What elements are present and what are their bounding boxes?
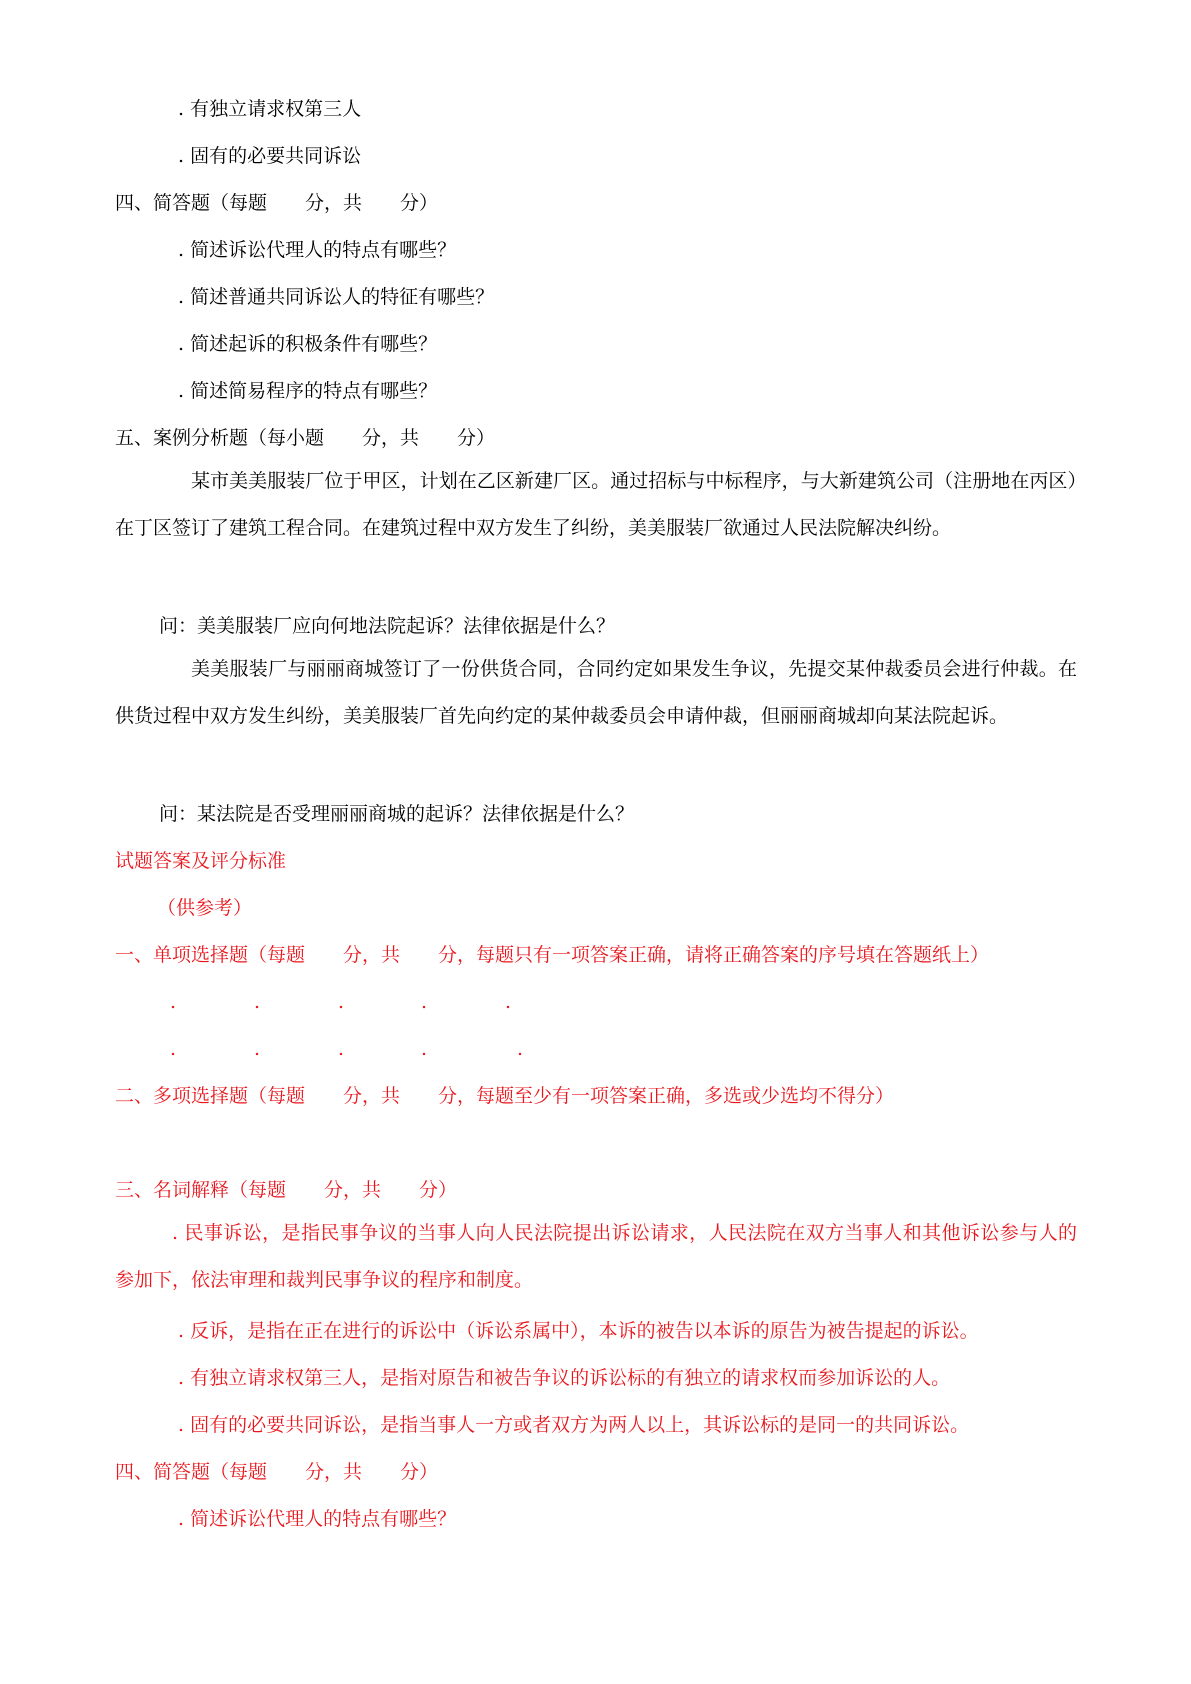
answer-dot: . <box>338 1038 345 1060</box>
list-item: . 简述起诉的积极条件有哪些？ <box>178 333 438 355</box>
answer-dot: . <box>254 1038 261 1060</box>
list-item: . 固有的必要共同诉讼 <box>178 145 362 167</box>
section-heading: 二、多项选择题（每题 分，共 分，每题至少有一项答案正确，多选或少选均不得分） <box>115 1085 895 1107</box>
answer-dot: . <box>254 991 261 1013</box>
section-heading: 四、简答题（每题 分，共 分） <box>115 192 439 214</box>
definition-item: . 固有的必要共同诉讼，是指当事人一方或者双方为两人以上，其诉讼标的是同一的共同诉讼。 <box>178 1414 970 1436</box>
definition-item: . 反诉，是指在正在进行的诉讼中（诉讼系属中），本诉的被告以本诉的原告为被告提起的诉讼。 <box>178 1320 979 1342</box>
list-item: . 简述诉讼代理人的特点有哪些？ <box>178 239 457 261</box>
case-paragraph: 美美服装厂与丽丽商城签订了一份供货合同，合同约定如果发生争议，先提交某仲裁委员会进行仲裁。在供货过程中双方发生纠纷，美美服装厂首先向约定的某仲裁委员会申请仲裁，但丽丽商城却向某法院起诉。 <box>115 658 1077 727</box>
answer-dot: . <box>170 991 177 1013</box>
answer-row <box>115 1036 615 1062</box>
answer-dot: . <box>517 1038 524 1060</box>
list-item: . 简述普通共同诉讼人的特征有哪些？ <box>178 286 495 308</box>
list-item: . 有独立请求权第三人 <box>178 98 362 120</box>
answer-dot: . <box>338 991 345 1013</box>
section-heading: 三、名词解释（每题 分，共 分） <box>115 1179 458 1201</box>
definition-item: . 有独立请求权第三人，是指对原告和被告争议的诉讼标的有独立的请求权而参加诉讼的人。 <box>178 1367 951 1389</box>
case-paragraph: 某市美美服装厂位于甲区，计划在乙区新建厂区。通过招标与中标程序，与大新建筑公司（注册地在丙区）在丁区签订了建筑工程合同。在建筑过程中双方发生了纠纷，美美服装厂欲通过人民法院解决纠纷。 <box>115 470 1077 539</box>
answer-dot: . <box>421 1038 428 1060</box>
answer-dot: . <box>170 1038 177 1060</box>
section-heading: 四、简答题（每题 分，共 分） <box>115 1461 439 1483</box>
answers-subtitle: （供参考） <box>157 897 253 919</box>
list-item: . 简述简易程序的特点有哪些？ <box>178 380 438 402</box>
answer-dot: . <box>421 991 428 1013</box>
section-heading: 五、案例分析题（每小题 分，共 分） <box>115 427 496 449</box>
answer-dot: . <box>505 991 512 1013</box>
section-heading: 一、单项选择题（每题 分，共 分，每题只有一项答案正确，请将正确答案的序号填在答题纸上） <box>115 944 990 966</box>
case-question: 问：美美服装厂应向何地法院起诉？法律依据是什么？ <box>159 615 616 637</box>
definition-paragraph: . 民事诉讼，是指民事争议的当事人向人民法院提出诉讼请求，人民法院在双方当事人和其他诉讼参与人的参加下，依法审理和裁判民事争议的程序和制度。 <box>115 1222 1077 1291</box>
case-question: 问：某法院是否受理丽丽商城的起诉？法律依据是什么？ <box>159 803 635 825</box>
list-item: . 简述诉讼代理人的特点有哪些？ <box>178 1508 457 1530</box>
answer-row <box>115 989 615 1015</box>
answers-title: 试题答案及评分标准 <box>115 850 287 872</box>
